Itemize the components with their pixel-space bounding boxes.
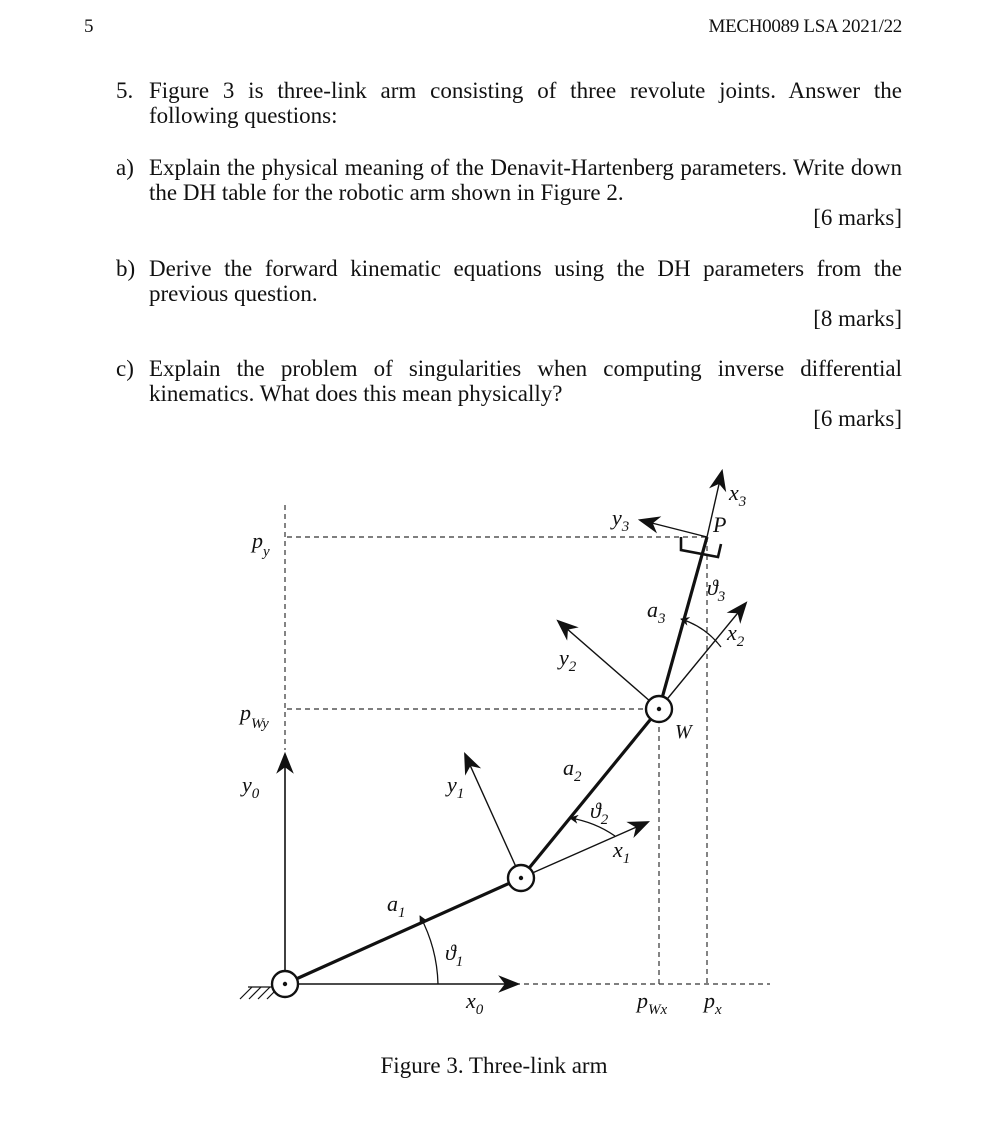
x2-axis-arrow (659, 603, 746, 709)
x1-axis-arrow (521, 822, 648, 878)
y3-axis-arrow (640, 520, 707, 537)
label-y3: $y_3$ (612, 505, 630, 535)
label-a2: $a_2$ (563, 755, 582, 785)
part-text: Derive the forward kinematic equations using the DH parameters from the previous question. (149, 256, 902, 306)
part-marks: [6 marks] (813, 406, 902, 431)
label-x0: $x_0$ (466, 988, 484, 1018)
label-y2: $y_2$ (559, 645, 577, 675)
label-P: P (713, 512, 727, 537)
question-5 (116, 78, 902, 128)
theta1-arc (420, 916, 438, 984)
label-pwy: $p_{Wy}$ (240, 700, 269, 732)
label-a1: $a_1$ (387, 891, 406, 921)
label-x1: $x_1$ (613, 837, 631, 867)
label-a3: $a_3$ (647, 597, 666, 627)
label-theta1: $ϑ_1$ (445, 940, 464, 970)
label-y0: $y_0$ (242, 772, 260, 802)
end-effector-gripper (681, 537, 721, 557)
question-number: 5. (116, 78, 134, 103)
theta3-arc (681, 619, 721, 647)
part-text: Explain the physical meaning of the Denavit-Hartenberg parameters. Write down the DH table for the robotic arm shown in Figure 2. (149, 155, 902, 205)
part-b (116, 256, 902, 331)
arm-links (285, 537, 707, 984)
question-text: Figure 3 is three-link arm consisting of three revolute joints. Answer the following questions: (149, 78, 902, 128)
page-number: 5 (84, 16, 94, 37)
part-label: c) (116, 356, 134, 381)
y1-axis-arrow (465, 754, 521, 878)
part-marks: [6 marks] (813, 205, 902, 230)
course-header: MECH0089 LSA 2021/22 (708, 16, 902, 37)
label-theta3: $ϑ_3$ (707, 575, 726, 605)
part-label: a) (116, 155, 134, 180)
label-x3: $x_3$ (729, 480, 747, 510)
label-py: $p_y$ (252, 528, 270, 560)
label-y1: $y_1$ (447, 772, 465, 802)
link-1 (285, 878, 521, 984)
label-theta2: $ϑ_2$ (590, 798, 609, 828)
figure-caption: Figure 3. Three-link arm (380, 1053, 608, 1078)
link-2 (521, 709, 659, 878)
part-c (116, 356, 902, 431)
three-link-arm-figure (0, 450, 1004, 1050)
label-W: W (675, 721, 692, 743)
part-marks: [8 marks] (813, 306, 902, 331)
link-3 (659, 537, 707, 709)
label-px: $p_x$ (704, 988, 722, 1018)
part-label: b) (116, 256, 136, 281)
label-x2: $x_2$ (727, 620, 745, 650)
joints (272, 696, 672, 997)
part-a (116, 155, 902, 230)
label-pwx: $p_{Wx}$ (637, 988, 668, 1018)
base-frame (285, 754, 518, 984)
part-text: Explain the problem of singularities when computing inverse differential kinematics. What does this mean physically? (149, 356, 902, 406)
